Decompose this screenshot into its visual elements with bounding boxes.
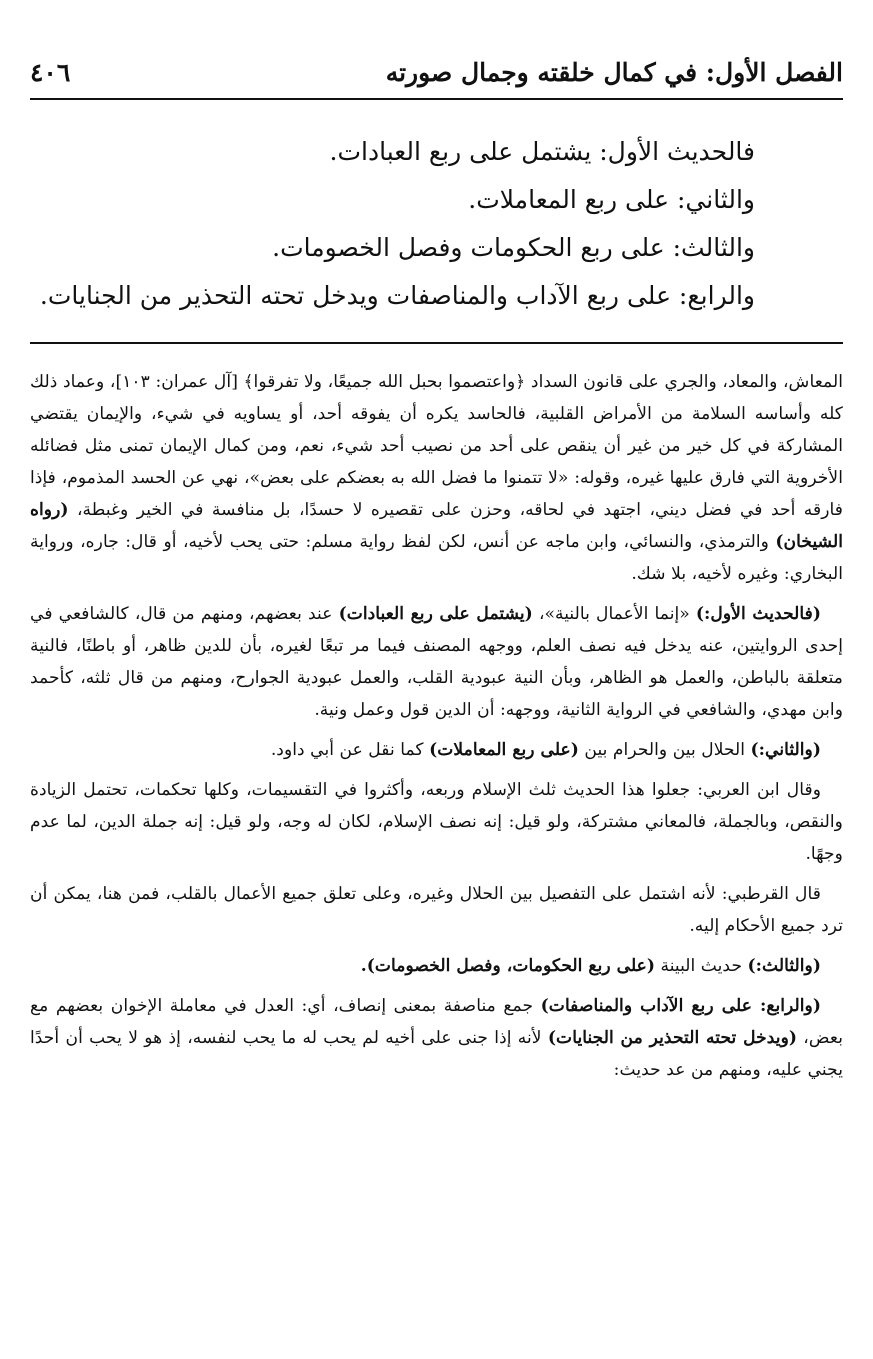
bold-phrase: (ويدخل تحته التحذير من الجنايات) [547, 1028, 798, 1048]
commentary-paragraph [30, 878, 843, 942]
commentary [30, 366, 843, 1094]
paragraph-text: حديث البينة [655, 956, 748, 976]
page-number: ٤٠٦ [30, 58, 71, 87]
commentary-paragraph [30, 598, 843, 726]
matn-line: والثالث: على ربع الحكومات وفصل الخصومات. [272, 233, 755, 262]
paragraph-text: كما نقل عن أبي داود. [270, 740, 430, 760]
paragraph-text: والترمذي، والنسائي، وابن ماجه عن أنس، لكن لفظ رواية مسلم: حتى يحب لأخيه، أو قال: جاره، ورواية البخاري: وغيره لأخيه، بلا شك. [30, 532, 843, 584]
chapter-title: الفصل الأول: في كمال خلقته وجمال صورته [385, 58, 843, 87]
bold-phrase: (والثاني:) [750, 740, 821, 760]
paragraph-text: عند بعضهم، ومنهم من قال، كالشافعي في إحدى الروايتين، عنه يدخل فيه نصف العلم، ووجهه المصنف فيما مر تبعًا لغيره، بأن للدين ظاهر، أو باطنًا، فالنية متعلقة بالباطن، والعمل هو الظاهر، وبأن النية عبودية القلب، والعمل عبودية الجوارح، ومنهم من قال ثلثه، كأحمد وابن مهدي، والشافعي في الرواية الثانية، ووجهه: أن الدين قول وعمل ونية. [30, 604, 843, 720]
matn-line: فالحديث الأول: يشتمل على ربع العبادات. [329, 137, 755, 166]
main-text [30, 128, 755, 320]
matn-line: والثاني: على ربع المعاملات. [468, 185, 755, 214]
paragraph-text: المعاش، والمعاد، والجري على قانون السداد ﴿واعتصموا بحبل الله جميعًا، ولا تفرقوا﴾ [آل عمران: ١٠٣]، وعماد ذلك كله وأساسه السلامة من الأمراض القلبية، فالحاسد يكره أن يفوقه أحد، أو يساويه في شيء، والإيمان يقتضي المشاركة في كل خير من غير أن ينقص على أحد من نصيب أحد شيء، نعم، ومن كمال الإيمان تمنى مثل فضائله الأخروية التي فارق عليها غيره، وقوله: «لا تتمنوا ما فضل الله به بعضكم على بعض»، نهي عن الحسد المذموم، فإذا فارقه أحد في فضل ديني، اجتهد في لحاقه، وحزن على تقصيره لا حسدًا، بل منافسة في الخير وغبطة، [30, 372, 843, 520]
bold-phrase: (والثالث:) [747, 956, 821, 976]
bold-phrase: (على ربع الحكومات، وفصل الخصومات). [360, 956, 656, 976]
commentary-paragraph [30, 734, 843, 766]
bold-phrase: (فالحديث الأول:) [695, 604, 821, 624]
bold-phrase: (على ربع المعاملات) [429, 740, 579, 760]
page-header [30, 52, 843, 100]
paragraph-text: جمع مناصفة بمعنى إنصاف، أي: العدل في معاملة الإخوان بعضهم مع بعض، [30, 996, 843, 1048]
section-divider [30, 342, 843, 344]
commentary-paragraph [30, 774, 843, 870]
matn-line: والرابع: على ربع الآداب والمناصفات ويدخل تحته التحذير من الجنايات. [39, 281, 755, 310]
commentary-paragraph [30, 366, 843, 590]
paragraph-text: الحلال بين والحرام بين [578, 740, 751, 760]
paragraph-text: قال القرطبي: لأنه اشتمل على التفصيل بين الحلال وغيره، وعلى تعلق جميع الأعمال بالقلب، فمن هنا، يمكن أن ترد جميع الأحكام إليه. [30, 884, 843, 936]
paragraph-text: وقال ابن العربي: جعلوا هذا الحديث ثلث الإسلام وربعه، وأكثروا في التقسيمات، وكلها تحكمات، تحتمل الزيادة والنقص، وبالجملة، فالمعاني مشتركة، ولو قيل: إنه نصف الإسلام، لكان له وجه، ولو قيل: إنه جملة الدين، لما عدم وجهًا. [30, 780, 843, 864]
bold-phrase: (يشتمل على ربع العبادات) [338, 604, 533, 624]
bold-phrase: (والرابع: على ربع الآداب والمناصفات) [540, 996, 821, 1016]
commentary-paragraph [30, 950, 843, 982]
paragraph-text: «إنما الأعمال بالنية»، [532, 604, 696, 624]
paragraph-text: لأنه إذا جنى على أخيه لم يحب له ما يحب لنفسه، إذ هو لا يحب أن أحدًا يجني عليه، ومنهم من عد حديث: [30, 1028, 843, 1080]
bold-phrase: (رواه الشيخان) [30, 500, 843, 552]
commentary-paragraph [30, 990, 843, 1086]
